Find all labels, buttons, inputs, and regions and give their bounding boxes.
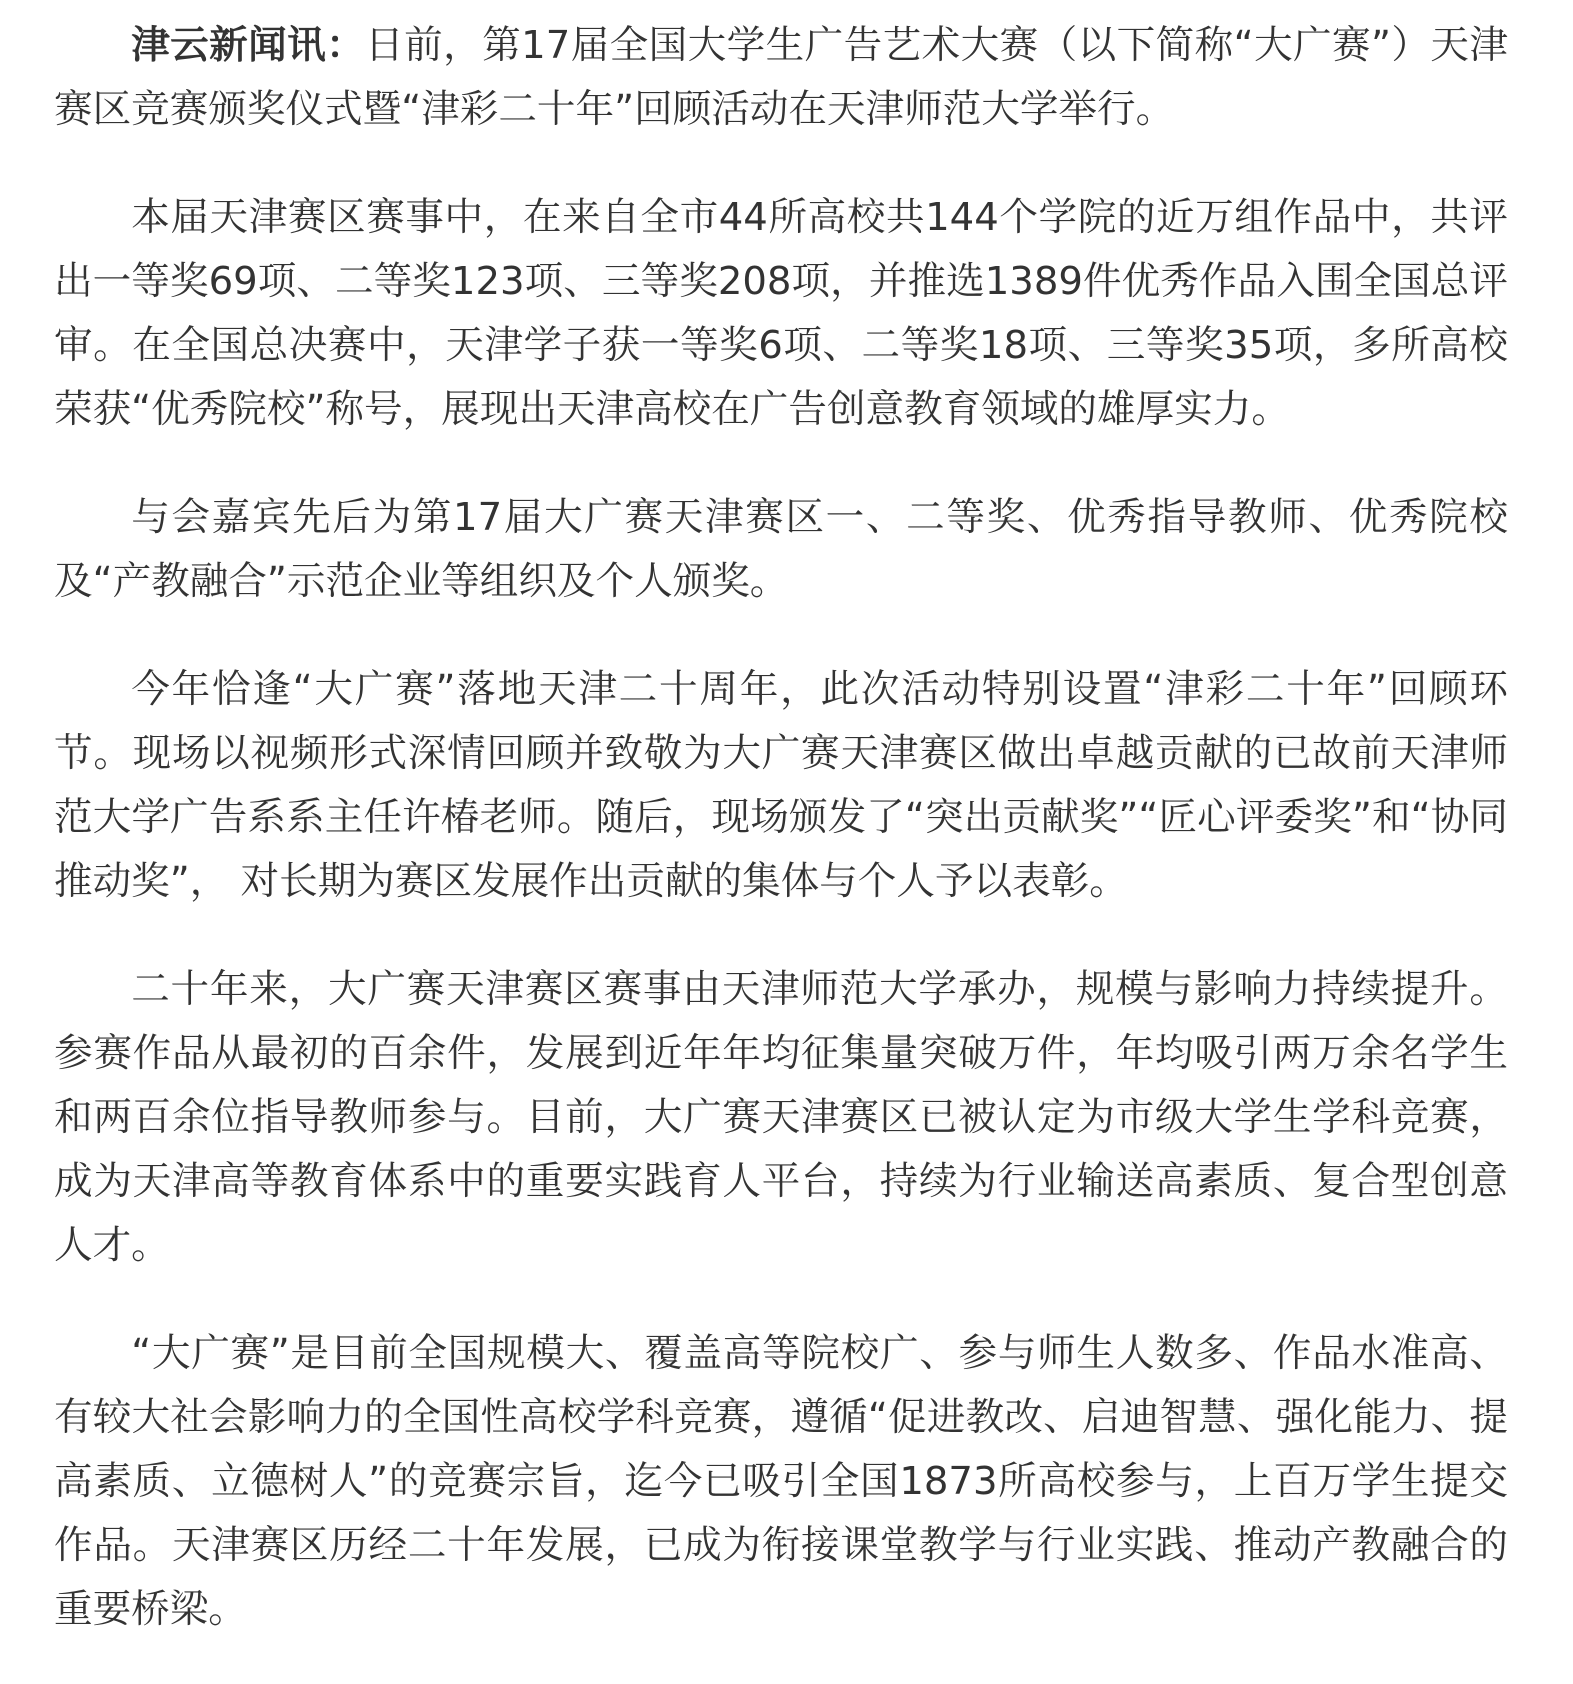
paragraph-anniversary: 今年恰逢“大广赛”落地天津二十周年，此次活动特别设置“津彩二十年”回顾环节。现场以视频形式深情回顾并致敬为大广赛天津赛区做出卓越贡献的已故前天津师范大学广告系系主任许椿老师。随后，现场颁发了“突出贡献奖”“匠心评委奖”和“协同推动奖”， 对长期为赛区发展作出贡献的集体与个人予以表彰。 <box>54 667 1508 904</box>
paragraph-history: 二十年来，大广赛天津赛区赛事由天津师范大学承办，规模与影响力持续提升。参赛作品从最初的百余件，发展到近年年均征集量突破万件，年均吸引两万余名学生和两百余位指导教师参与。目前，大广赛天津赛区已被认定为市级大学生学科竞赛，成为天津高等教育体系中的重要实践育人平台，持续为行业输送高素质、复合型创意人才。 <box>54 967 1508 1268</box>
article-body <box>54 14 1508 1642</box>
paragraph-results: 本届天津赛区赛事中，在来自全市44所高校共144个学院的近万组作品中，共评出一等奖69项、二等奖123项、三等奖208项，并推选1389件优秀作品入围全国总评审。在全国总决赛中，天津学子获一等奖6项、二等奖18项、三等奖35项，多所高校荣获“优秀院校”称号，展现出天津高校在广告创意教育领域的雄厚实力。 <box>54 195 1508 432</box>
paragraph-text: 日前，第17届全国大学生广告艺术大赛（以下简称“大广赛”）天津赛区竞赛颁奖仪式暨“津彩二十年”回顾活动在天津师范大学举行。 <box>54 23 1508 132</box>
news-source-lead: 津云新闻讯： <box>131 23 366 68</box>
paragraph-intro <box>54 14 1508 142</box>
paragraph-awards: 与会嘉宾先后为第17届大广赛天津赛区一、二等奖、优秀指导教师、优秀院校及“产教融合”示范企业等组织及个人颁奖。 <box>54 495 1508 604</box>
paragraph-about: “大广赛”是目前全国规模大、覆盖高等院校广、参与师生人数多、作品水准高、有较大社会影响力的全国性高校学科竞赛，遵循“促进教改、启迪智慧、强化能力、提高素质、立德树人”的竞赛宗旨，迄今已吸引全国1873所高校参与，上百万学生提交作品。天津赛区历经二十年发展，已成为衔接课堂教学与行业实践、推动产教融合的重要桥梁。 <box>54 1331 1508 1632</box>
